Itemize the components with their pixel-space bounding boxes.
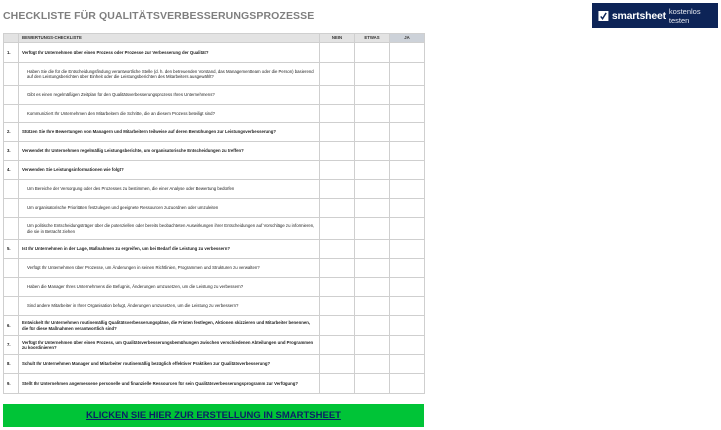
sub-question-text: Kommuniziert Ihr Unternehmen den Mitarbeitern die Schritte, die an diesem Prozess beteiligt sind? bbox=[19, 105, 320, 123]
row-number: 8. bbox=[4, 355, 19, 374]
row-number bbox=[4, 259, 19, 278]
header-some: ETWAS bbox=[355, 34, 390, 43]
answer-cell-some[interactable] bbox=[355, 240, 390, 259]
table-row bbox=[4, 336, 425, 355]
smartsheet-trial-banner[interactable] bbox=[592, 3, 718, 28]
question-text: Schult Ihr Unternehmen Manager und Mitarbeiter routinemäßig bezüglich effektiver Praktiken zur Qualitätsverbesserung? bbox=[19, 355, 320, 374]
answer-cell-no[interactable] bbox=[320, 297, 355, 316]
row-number: 2. bbox=[4, 123, 19, 142]
row-number: 3. bbox=[4, 142, 19, 161]
answer-cell-yes[interactable] bbox=[390, 240, 425, 259]
question-text: Stützen Sie Ihre Bewertungen von Managern und Mitarbeitern teilweise auf deren Bemühungen zur Leistungsverbesserung? bbox=[19, 123, 320, 142]
brand-name: smartsheet bbox=[611, 9, 666, 22]
answer-cell-some[interactable] bbox=[355, 105, 390, 123]
table-row bbox=[4, 259, 425, 278]
row-number: 4. bbox=[4, 161, 19, 180]
table-row bbox=[4, 86, 425, 105]
answer-cell-no[interactable] bbox=[320, 43, 355, 63]
answer-cell-yes[interactable] bbox=[390, 374, 425, 394]
table-row bbox=[4, 297, 425, 316]
answer-cell-yes[interactable] bbox=[390, 355, 425, 374]
answer-cell-some[interactable] bbox=[355, 374, 390, 394]
row-number: 5. bbox=[4, 240, 19, 259]
answer-cell-no[interactable] bbox=[320, 278, 355, 297]
row-number bbox=[4, 63, 19, 86]
sub-question-text: Um Bereiche der Versorgung oder des Prozesses zu bestimmen, die einer Analyse oder Bewertung bedürfen bbox=[19, 180, 320, 199]
answer-cell-some[interactable] bbox=[355, 316, 390, 336]
answer-cell-some[interactable] bbox=[355, 43, 390, 63]
answer-cell-yes[interactable] bbox=[390, 180, 425, 199]
answer-cell-no[interactable] bbox=[320, 86, 355, 105]
table-row bbox=[4, 161, 425, 180]
sub-question-text: Haben die Manager Ihres Unternehmens die Befugnis, Änderungen umzusetzen, um die Leistung zu verbessern? bbox=[19, 278, 320, 297]
header-yes: JA bbox=[390, 34, 425, 43]
table-row bbox=[4, 355, 425, 374]
row-number bbox=[4, 297, 19, 316]
smartsheet-logo-icon bbox=[598, 10, 609, 22]
header-checklist: BEWERTUNGS-CHECKLISTE bbox=[19, 34, 320, 43]
answer-cell-no[interactable] bbox=[320, 63, 355, 86]
question-text: Stellt Ihr Unternehmen angemessene personelle und finanzielle Ressourcen für sein Qualitätsverbesserungsprogramm zur Verfügung? bbox=[19, 374, 320, 394]
table-row bbox=[4, 218, 425, 240]
answer-cell-some[interactable] bbox=[355, 86, 390, 105]
table-row bbox=[4, 374, 425, 394]
question-text: Verfügt Ihr Unternehmen über einen Prozess, um Qualitätsverbesserungsbemühungen zwischen verschiedenen Abteilungen und Programmen zu koordinieren? bbox=[19, 336, 320, 355]
row-number: 6. bbox=[4, 316, 19, 336]
cta-label[interactable]: KLICKEN SIE HIER ZUR ERSTELLUNG IN SMARTSHEET bbox=[86, 410, 341, 421]
answer-cell-no[interactable] bbox=[320, 240, 355, 259]
question-text: Ist Ihr Unternehmen in der Lage, Maßnahmen zu ergreifen, um bei Bedarf die Leistung zu verbessern? bbox=[19, 240, 320, 259]
table-row bbox=[4, 199, 425, 218]
answer-cell-yes[interactable] bbox=[390, 278, 425, 297]
answer-cell-yes[interactable] bbox=[390, 336, 425, 355]
answer-cell-some[interactable] bbox=[355, 123, 390, 142]
answer-cell-no[interactable] bbox=[320, 105, 355, 123]
answer-cell-yes[interactable] bbox=[390, 316, 425, 336]
sub-question-text: Sind andere Mitarbeiter in Ihrer Organisation befugt, Änderungen umzusetzen, um die Leistung zu verbessern? bbox=[19, 297, 320, 316]
create-in-smartsheet-button[interactable] bbox=[3, 404, 424, 427]
answer-cell-yes[interactable] bbox=[390, 161, 425, 180]
table-row bbox=[4, 180, 425, 199]
answer-cell-yes[interactable] bbox=[390, 218, 425, 240]
answer-cell-no[interactable] bbox=[320, 142, 355, 161]
answer-cell-some[interactable] bbox=[355, 63, 390, 86]
answer-cell-no[interactable] bbox=[320, 336, 355, 355]
answer-cell-some[interactable] bbox=[355, 218, 390, 240]
answer-cell-no[interactable] bbox=[320, 199, 355, 218]
sub-question-text: Verfügt Ihr Unternehmen über Prozesse, um Änderungen in seinen Richtlinien, Programmen und Strukturen zu verwalten? bbox=[19, 259, 320, 278]
table-row bbox=[4, 123, 425, 142]
header-no: NEIN bbox=[320, 34, 355, 43]
answer-cell-yes[interactable] bbox=[390, 297, 425, 316]
row-number bbox=[4, 180, 19, 199]
row-number bbox=[4, 278, 19, 297]
answer-cell-some[interactable] bbox=[355, 336, 390, 355]
row-number bbox=[4, 218, 19, 240]
answer-cell-some[interactable] bbox=[355, 142, 390, 161]
sub-question-text: Um politische Entscheidungsträger über die potenziellen oder bereits beobachteten Auswirkungen ihrer Entscheidungen auf Vorschläge zu informieren, die sie in Betracht ziehen bbox=[19, 218, 320, 240]
answer-cell-yes[interactable] bbox=[390, 43, 425, 63]
answer-cell-yes[interactable] bbox=[390, 86, 425, 105]
row-number: 9. bbox=[4, 374, 19, 394]
question-text: Verwendet Ihr Unternehmen regelmäßig Leistungsberichte, um organisatorische Entscheidungen zu treffen? bbox=[19, 142, 320, 161]
row-number bbox=[4, 86, 19, 105]
answer-cell-yes[interactable] bbox=[390, 259, 425, 278]
page-title: CHECKLISTE FÜR QUALITÄTSVERBESSERUNGSPROZESSE bbox=[3, 10, 315, 22]
answer-cell-some[interactable] bbox=[355, 278, 390, 297]
answer-cell-yes[interactable] bbox=[390, 142, 425, 161]
table-row bbox=[4, 278, 425, 297]
brand-tagline: kostenlos testen bbox=[668, 6, 701, 25]
table-header-row bbox=[4, 34, 425, 43]
table-row bbox=[4, 240, 425, 259]
answer-cell-no[interactable] bbox=[320, 355, 355, 374]
question-text: Verfügt Ihr Unternehmen über einen Prozess oder Prozesse zur Verbesserung der Qualität? bbox=[19, 43, 320, 63]
answer-cell-some[interactable] bbox=[355, 297, 390, 316]
sub-question-text: Haben Sie die für die Entscheidungsfindung verantwortliche Stelle (d. h. den betreuenden Vorstand, das Managementteam oder die Person) basierend auf den Leistungsberichten über Einheit oder die Leistungsberichten des Mitarbeiters ausgewählt? bbox=[19, 63, 320, 86]
answer-cell-yes[interactable] bbox=[390, 199, 425, 218]
answer-cell-no[interactable] bbox=[320, 259, 355, 278]
answer-cell-yes[interactable] bbox=[390, 63, 425, 86]
answer-cell-yes[interactable] bbox=[390, 105, 425, 123]
table-row bbox=[4, 43, 425, 63]
table-row bbox=[4, 316, 425, 336]
answer-cell-some[interactable] bbox=[355, 180, 390, 199]
table-row bbox=[4, 105, 425, 123]
header-num bbox=[4, 34, 19, 43]
row-number bbox=[4, 199, 19, 218]
answer-cell-no[interactable] bbox=[320, 123, 355, 142]
answer-cell-no[interactable] bbox=[320, 316, 355, 336]
question-text: Entwickelt Ihr Unternehmen routinemäßig Qualitätsverbesserungspläne, die Fristen festlegen, Aktionen skizzieren und Mitarbeiter benennen, die für diese Maßnahmen verantwortlich sind? bbox=[19, 316, 320, 336]
table-row bbox=[4, 63, 425, 86]
checklist-table bbox=[3, 33, 425, 394]
answer-cell-some[interactable] bbox=[355, 355, 390, 374]
answer-cell-some[interactable] bbox=[355, 259, 390, 278]
answer-cell-no[interactable] bbox=[320, 161, 355, 180]
row-number bbox=[4, 105, 19, 123]
question-text: Verwenden Sie Leistungsinformationen wie folgt? bbox=[19, 161, 320, 180]
answer-cell-some[interactable] bbox=[355, 161, 390, 180]
answer-cell-some[interactable] bbox=[355, 199, 390, 218]
answer-cell-no[interactable] bbox=[320, 218, 355, 240]
answer-cell-yes[interactable] bbox=[390, 123, 425, 142]
row-number: 1. bbox=[4, 43, 19, 63]
row-number: 7. bbox=[4, 336, 19, 355]
answer-cell-no[interactable] bbox=[320, 180, 355, 199]
table-row bbox=[4, 142, 425, 161]
answer-cell-no[interactable] bbox=[320, 374, 355, 394]
sub-question-text: Um organisatorische Prioritäten festzulegen und geeignete Ressourcen zuzuordnen oder umzuleiten bbox=[19, 199, 320, 218]
sub-question-text: Gibt es einen regelmäßigen Zeitplan für den Qualitätsverbesserungsprozess Ihres Unternehmens? bbox=[19, 86, 320, 105]
